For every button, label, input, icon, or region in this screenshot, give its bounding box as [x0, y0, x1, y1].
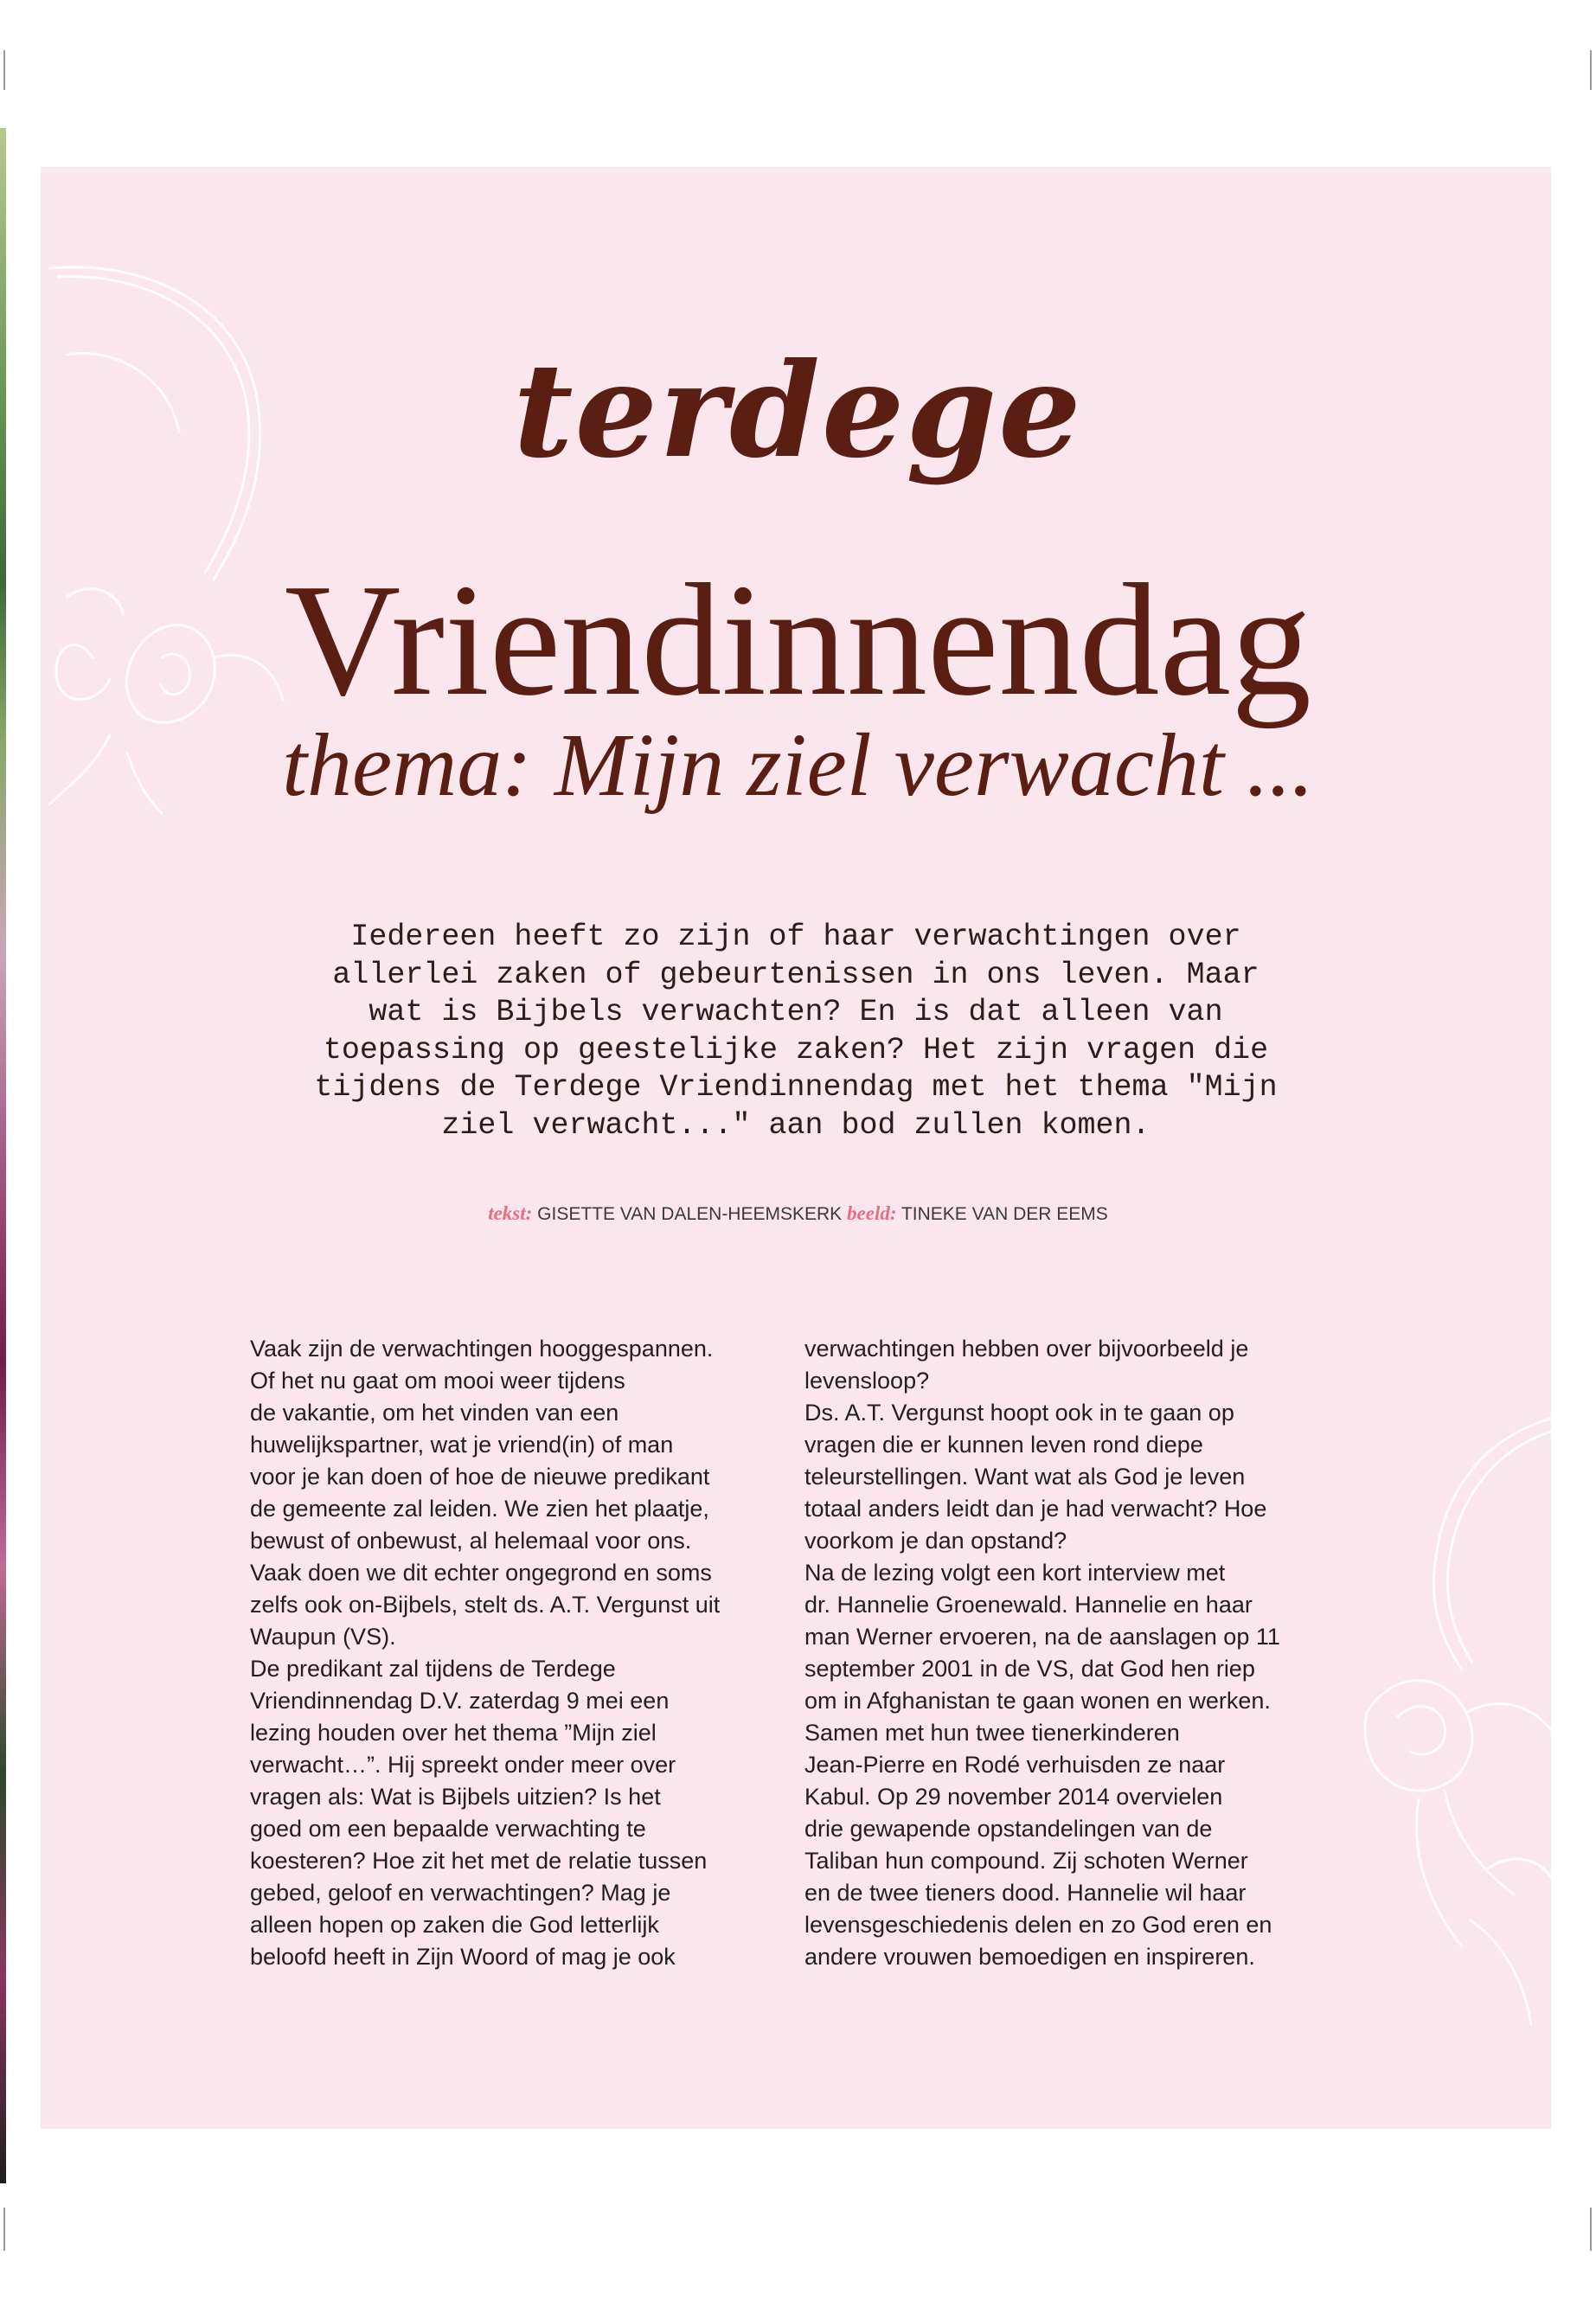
body-line: De predikant zal tijdens de Terdege — [250, 1656, 616, 1682]
body-line: beloofd heeft in Zijn Woord of mag je ook — [250, 1944, 676, 1970]
intro-line: tijdens de Terdege Vriendinnendag met het thema "Mijn — [314, 1070, 1278, 1105]
intro-text — [260, 919, 1332, 1144]
credit-image-label: beeld: — [847, 1202, 897, 1224]
kicker-title: terdege — [513, 335, 1083, 487]
crop-mark-top-right — [1590, 50, 1592, 90]
intro-line: toepassing op geestelijke zaken? Het zijn vragen die — [323, 1032, 1269, 1067]
body-line: om in Afghanistan te gaan wonen en werken. — [804, 1688, 1271, 1714]
body-column-2 — [804, 1333, 1324, 1973]
body-line: verwacht…”. Hij spreekt onder meer over — [250, 1752, 676, 1778]
body-line: goed om een bepaalde verwachting te — [250, 1816, 646, 1842]
body-line: voor je kan doen of hoe de nieuwe predikant — [250, 1464, 710, 1490]
body-line: vragen die er kunnen leven rond diepe — [804, 1432, 1203, 1458]
credit-text-label: tekst: — [488, 1202, 533, 1224]
body-line: lezing houden over het thema ”Mijn ziel — [250, 1720, 657, 1746]
body-line: verwachtingen hebben over bijvoorbeeld je — [804, 1336, 1249, 1362]
body-line: drie gewapende opstandelingen van de — [804, 1816, 1213, 1842]
body-line: teleurstellingen. Want wat als God je leven — [804, 1464, 1246, 1490]
body-line: dr. Hannelie Groenewald. Hannelie en haar — [804, 1592, 1253, 1618]
credit-image-author: TINEKE VAN DER EEMS — [901, 1204, 1108, 1224]
body-line: september 2001 in de VS, dat God hen riep — [804, 1656, 1255, 1682]
body-line: Ds. A.T. Vergunst hoopt ook in te gaan op — [804, 1400, 1234, 1426]
body-line: Taliban hun compound. Zij schoten Werner — [804, 1848, 1248, 1874]
body-line: en de twee tieners dood. Hannelie wil haar — [804, 1880, 1247, 1906]
body-line: alleen hopen op zaken die God letterlijk — [250, 1912, 659, 1938]
body-line: Vaak doen we dit echter ongegrond en soms — [250, 1560, 712, 1586]
body-line: zelfs ook on-Bijbels, stelt ds. A.T. Vergunst uit — [250, 1592, 721, 1618]
body-line: gebed, geloof en verwachtingen? Mag je — [250, 1880, 671, 1906]
page-title: Vriendinnendag — [284, 551, 1312, 729]
body-line: Na de lezing volgt een kort interview met — [804, 1560, 1226, 1586]
crop-mark-top-left — [3, 50, 5, 90]
body-line: levensgeschiedenis delen en zo God eren en — [804, 1912, 1272, 1938]
body-line: Jean-Pierre en Rodé verhuisden ze naar — [804, 1752, 1226, 1778]
body-line: vragen als: Wat is Bijbels uitzien? Is het — [250, 1784, 661, 1810]
body-line: Vaak zijn de verwachtingen hooggespannen. — [250, 1336, 714, 1362]
body-line: levensloop? — [804, 1368, 930, 1394]
credit-text-author: GISETTE VAN DALEN-HEEMSKERK — [537, 1204, 843, 1224]
body-line: Vriendinnendag D.V. zaterdag 9 mei een — [250, 1688, 670, 1714]
body-line: totaal anders leidt dan je had verwacht? Hoe — [804, 1496, 1267, 1522]
body-line: voorkom je dan opstand? — [804, 1528, 1067, 1554]
body-line: Waupun (VS). — [250, 1624, 396, 1650]
intro-line: wat is Bijbels verwachten? En is dat alleen van — [369, 995, 1223, 1029]
body-line: Kabul. Op 29 november 2014 overvielen — [804, 1784, 1223, 1810]
body-column-1 — [250, 1333, 769, 1973]
body-line: man Werner ervoeren, na de aanslagen op 11 — [804, 1624, 1280, 1650]
body-line: de vakantie, om het vinden van een — [250, 1400, 619, 1426]
page-subtitle: thema: Mijn ziel verwacht ... — [282, 715, 1314, 815]
intro-line: allerlei zaken of gebeurtenissen in ons leven. Maar — [332, 957, 1259, 992]
body-line: andere vrouwen bemoedigen en inspireren. — [804, 1944, 1255, 1970]
body-line: huwelijkspartner, wat je vriend(in) of man — [250, 1432, 674, 1458]
intro-line: ziel verwacht..." aan bod zullen komen. — [441, 1107, 1151, 1143]
crop-mark-bottom-left — [3, 2208, 5, 2251]
body-line: Of het nu gaat om mooi weer tijdens — [250, 1368, 625, 1394]
body-line: koesteren? Hoe zit het met de relatie tussen — [250, 1848, 708, 1874]
intro-line: Iedereen heeft zo zijn of haar verwachtingen over — [350, 920, 1241, 954]
crop-mark-bottom-right — [1590, 2208, 1592, 2251]
credits-line — [0, 1201, 1596, 1227]
body-line: de gemeente zal leiden. We zien het plaatje, — [250, 1496, 709, 1522]
body-line: Samen met hun twee tienerkinderen — [804, 1720, 1180, 1746]
body-line: bewust of onbewust, al helemaal voor ons. — [250, 1528, 692, 1554]
